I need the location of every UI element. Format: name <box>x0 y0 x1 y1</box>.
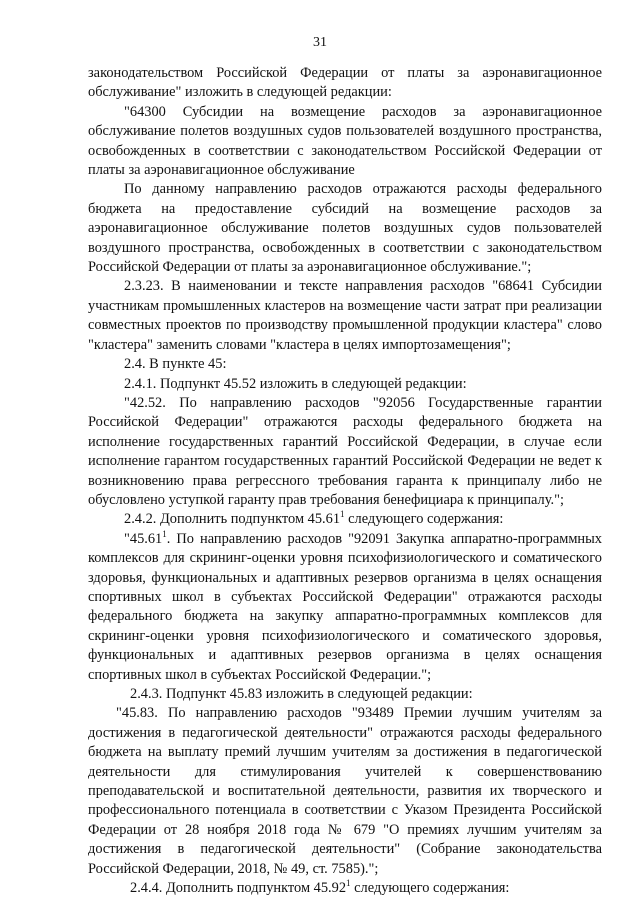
paragraph: 2.4.1. Подпункт 45.52 изложить в следующей редакции: <box>124 375 467 392</box>
superscript: 1 <box>346 878 351 889</box>
document-body <box>88 64 602 898</box>
paragraph <box>88 510 602 529</box>
superscript: 1 <box>162 528 167 539</box>
paragraph: 2.4.3. Подпункт 45.83 изложить в следующей редакции: <box>130 686 473 702</box>
paragraph: "42.52. По направлению расходов "92056 Государственные гарантии Российской Федерации" отражаются расходы федерального бюджета на исполнение государственных гарантий Российской Федерации, в случае если исполнение гарантом государственных гарантий Российской Федерации не ведет к возникновению права регрессного требования гаранта к принципалу либо не обусловлено уступкой гаранту прав требования бенефициара к принципалу."; <box>88 394 602 508</box>
paragraph: По данному направлению расходов отражаются расходы федерального бюджета на предоставление субсидий на возмещение расходов за аэронавигационное обслуживание полетов воздушных судов пользователей воздушного пространства, освобожденных в соответствии с законодательством Российской Федерации от платы за аэронавигационное обслуживание."; <box>88 181 602 276</box>
paragraph-text: 2.4.2. Дополнить подпунктом 45.61 <box>124 511 341 528</box>
paragraph: "45.83. По направлению расходов "93489 Премии лучшим учителям за достижения в педагогической деятельности" отражаются расходы федерального бюджета на выплату премий лучшим учителям за достижения в педагогической деятельности для стимулирования учителей к совершенствованию преподавательской и воспитательной деятельности, развития их творческого и профессионального потенциала в соответствии с Указом Президента Российской Федерации от 28 ноября 2018 года № 679 "О премиях лучшим учителям за достижения в педагогической деятельности" (Собрание законодательства Российской Федерации, 2018, № 49, ст. 7585)."; <box>88 705 602 877</box>
paragraph-text: 2.4.4. Дополнить подпунктом 45.92 <box>130 880 347 897</box>
paragraph-tail: . По направлению расходов "92091 Закупка аппаратно-программных комплексов для скрининг-оценки уровня психофизиологического и соматического здоровья, функциональных и адаптивных резервов организма в целях оснащения спортивных школ в субъектах Российской Федерации" отражаются расходы федерального бюджета на закупку аппаратно-программных комплексов для скрининг-оценки уровня психофизиологического и соматического здоровья, функциональных и адаптивных резервов организма в целях оснащения спортивных школ в субъектах Российской Федерации."; <box>88 530 602 683</box>
paragraph <box>88 530 602 685</box>
paragraph-tail: следующего содержания: <box>344 511 504 528</box>
page-number: 31 <box>313 35 327 50</box>
paragraph: 2.4. В пункте 45: <box>124 356 227 373</box>
paragraph: "64300 Субсидии на возмещение расходов за аэронавигационное обслуживание полетов воздушных судов пользователей воздушного пространства, освобожденных в соответствии с законодательством Российской Федерации от платы за аэронавигационное обслуживание <box>88 103 602 179</box>
paragraph-tail: следующего содержания: <box>350 880 510 897</box>
paragraph: 2.3.23. В наименовании и тексте направления расходов "68641 Субсидии участникам промышленных кластеров на возмещение части затрат при реализации совместных проектов по производству промышленной продукции кластера" слово "кластера" заменить словами "кластера в целях импортозамещения"; <box>88 278 602 353</box>
paragraph <box>88 879 602 898</box>
paragraph-text: "45.61 <box>124 530 163 547</box>
paragraph: законодательством Российской Федерации от платы за аэронавигационное обслуживание" изложить в следующей редакции: <box>88 65 602 101</box>
superscript: 1 <box>340 509 345 520</box>
